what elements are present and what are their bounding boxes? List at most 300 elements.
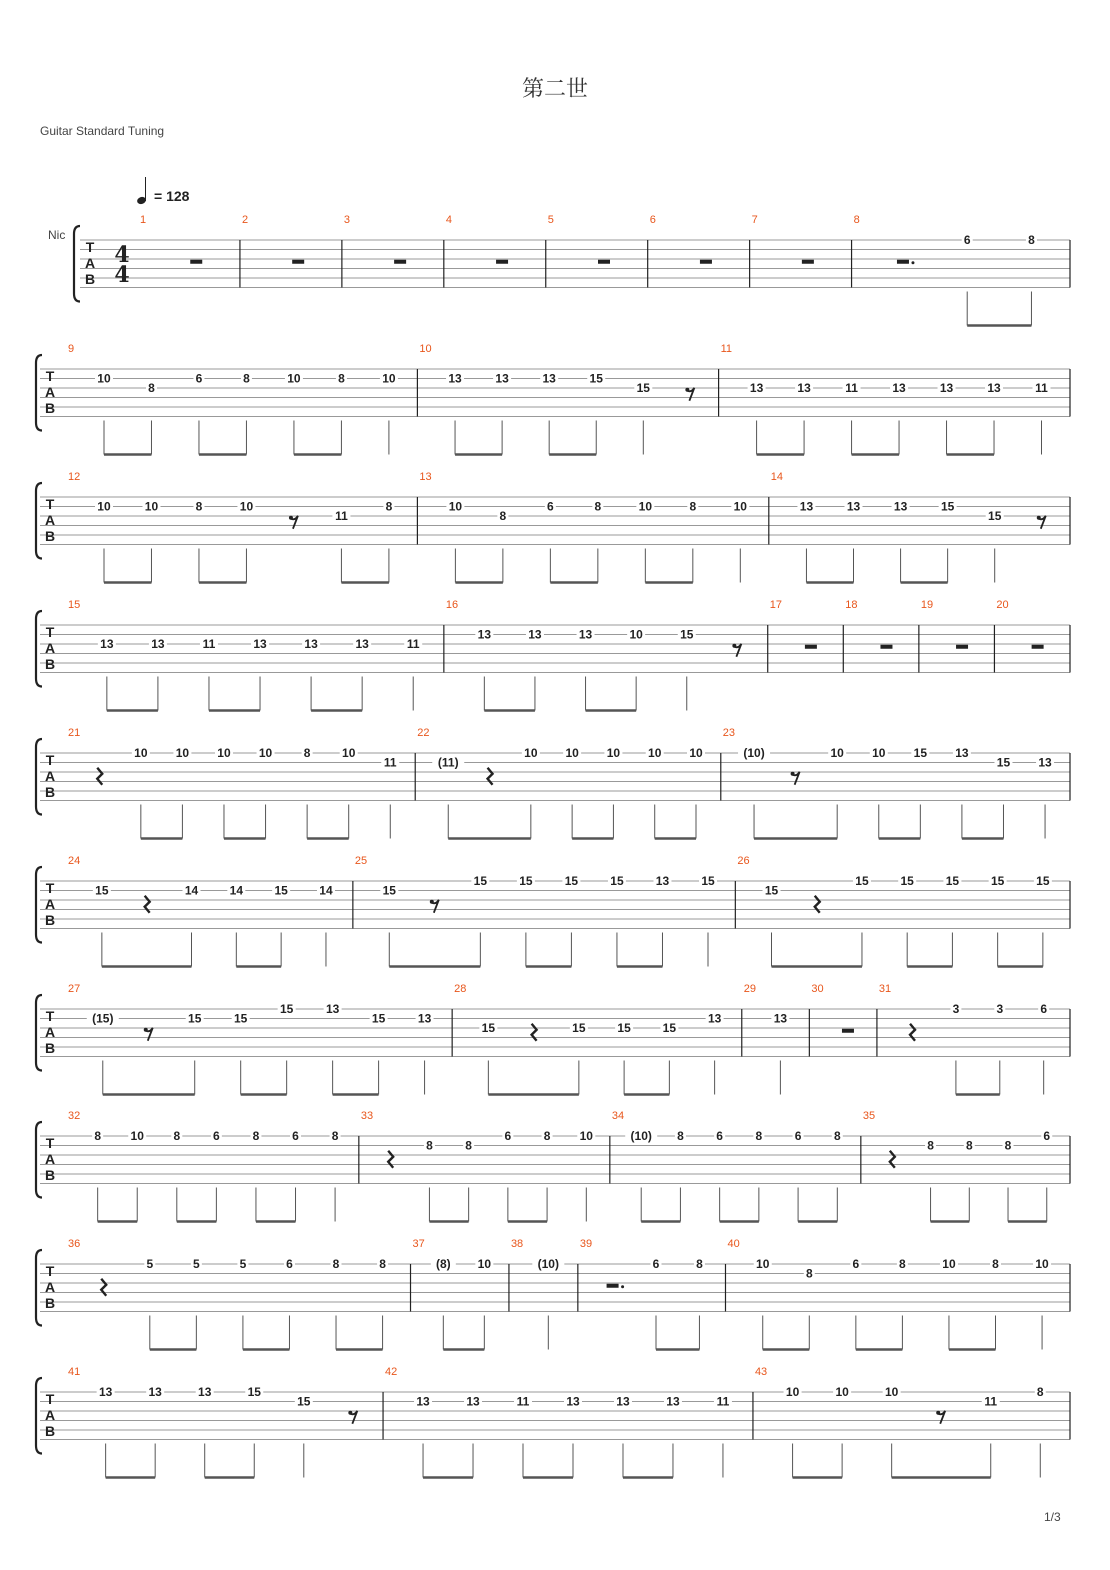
half-rest <box>842 1029 854 1033</box>
measure-number: 40 <box>727 1238 740 1250</box>
measure-number: 15 <box>68 599 81 611</box>
measure-number: 20 <box>996 599 1009 611</box>
fret-number: 10 <box>144 499 159 514</box>
fret-number: 8 <box>94 1129 102 1143</box>
fret-number: 13 <box>892 381 906 395</box>
fret-number: 6 <box>286 1257 293 1271</box>
measure <box>68 471 394 583</box>
fret-number: 11 <box>406 637 420 651</box>
fret-number: 10 <box>884 1385 899 1399</box>
quarter-rest <box>910 1024 915 1041</box>
half-rest <box>496 260 508 264</box>
fret-number: 13 <box>655 874 670 888</box>
fret-number: 8 <box>252 1129 260 1143</box>
measure <box>719 343 1051 455</box>
fret-number: 3 <box>952 1002 960 1016</box>
measure <box>721 727 1054 839</box>
fret-number: 11 <box>845 381 858 395</box>
measure-number: 5 <box>547 214 554 226</box>
measure-number: 41 <box>68 1366 81 1378</box>
fret-number: 13 <box>707 1011 722 1026</box>
fret-number: 10 <box>97 371 111 386</box>
measure <box>452 983 723 1095</box>
measure <box>411 1238 494 1350</box>
tab-system <box>36 1366 1070 1478</box>
tab-clef-letter: B <box>44 912 56 928</box>
half-rest <box>956 645 968 649</box>
tab-system <box>36 1110 1070 1222</box>
fret-number: 8 <box>338 371 345 386</box>
tab-system <box>36 343 1070 455</box>
measure <box>750 214 814 288</box>
fret-number: 10 <box>97 499 111 514</box>
fret-number: 13 <box>773 1011 788 1026</box>
fret-number: 8 <box>696 1257 703 1271</box>
fret-number: 13 <box>799 499 814 514</box>
tab-clef-letter: T <box>85 239 95 255</box>
measure <box>359 1110 595 1222</box>
fret-number: 8 <box>677 1129 684 1143</box>
fret-number: 10 <box>287 371 301 386</box>
half-rest <box>190 260 202 264</box>
fret-number: 8 <box>1036 1385 1044 1399</box>
fret-number: 13 <box>325 1002 340 1016</box>
fret-number: 15 <box>519 874 533 888</box>
fret-number: 8 <box>755 1129 763 1143</box>
measure <box>648 214 712 288</box>
fret-number: 10 <box>524 746 538 760</box>
fret-number: 15 <box>701 874 715 888</box>
fret-number: (10) <box>537 1257 559 1271</box>
measure-number: 28 <box>454 983 467 995</box>
fret-number: 10 <box>448 499 463 514</box>
tab-system <box>36 1238 1070 1350</box>
measure <box>610 1110 843 1222</box>
measure <box>417 343 694 455</box>
fret-number: 10 <box>785 1385 800 1399</box>
fret-number: 8 <box>927 1138 934 1153</box>
tab-clef-letter: B <box>44 1295 56 1311</box>
measure <box>994 599 1043 673</box>
fret-number: 15 <box>564 874 579 888</box>
tab-clef-letter: T <box>45 752 55 768</box>
tab-clef-letter: A <box>44 768 56 784</box>
fret-number: 13 <box>495 371 509 386</box>
rest-flag-dot <box>791 772 795 776</box>
measure <box>852 214 1037 326</box>
measure-number: 30 <box>811 983 824 995</box>
quarter-rest <box>97 768 102 785</box>
fret-number: 8 <box>965 1138 973 1153</box>
fret-number: 15 <box>900 874 914 888</box>
fret-number: 10 <box>477 1257 492 1271</box>
fret-number: 11 <box>202 637 216 651</box>
time-signature-bottom: 4 <box>114 262 130 288</box>
fret-number: (15) <box>92 1011 114 1026</box>
measure-number: 6 <box>649 214 656 226</box>
fret-number: (11) <box>437 755 459 770</box>
fret-number: 11 <box>984 1394 998 1409</box>
fret-number: 15 <box>371 1011 386 1026</box>
system-bracket <box>74 226 80 302</box>
tab-clef-letter: A <box>44 640 56 656</box>
fret-number: 13 <box>148 1385 162 1399</box>
fret-number: 10 <box>382 371 396 386</box>
measure <box>68 727 399 839</box>
rest-flag-dot <box>936 1411 940 1415</box>
score-title: 第二世 <box>521 77 588 102</box>
measure <box>68 983 434 1095</box>
measure <box>768 599 817 673</box>
measure-number: 18 <box>845 599 858 611</box>
system-bracket <box>36 867 42 943</box>
quarter-rest <box>890 1151 895 1168</box>
fret-number: 14 <box>184 883 199 898</box>
fret-number: 8 <box>899 1257 906 1271</box>
fret-number: 10 <box>258 746 273 760</box>
fret-number: 10 <box>733 499 747 514</box>
time-signature-top: 4 <box>114 242 130 268</box>
measure <box>843 599 892 673</box>
half-rest <box>394 260 406 264</box>
half-rest <box>1032 645 1044 649</box>
system-bracket <box>36 355 42 431</box>
measure-number: 3 <box>343 214 350 226</box>
tab-clef-letter: B <box>44 656 56 672</box>
fret-number: 13 <box>477 627 492 642</box>
fret-number: 13 <box>939 381 954 395</box>
fret-number: 14 <box>319 883 333 898</box>
rest-dot <box>621 1285 624 1288</box>
half-rest <box>607 1284 619 1288</box>
measure-number: 1 <box>140 214 147 226</box>
fret-number: 8 <box>332 1257 340 1271</box>
fret-number: 8 <box>385 499 393 514</box>
fret-number: (10) <box>743 746 765 760</box>
measure-number: 29 <box>743 983 757 995</box>
fret-number: 6 <box>213 1129 220 1143</box>
measure-number: 14 <box>770 471 784 483</box>
measure-number: 21 <box>68 727 81 739</box>
fret-number: 10 <box>175 746 190 760</box>
tab-clef-letter: A <box>44 1024 56 1040</box>
measure <box>68 855 335 967</box>
fret-number: 11 <box>716 1394 730 1409</box>
fret-number: 8 <box>992 1257 999 1271</box>
fret-number: 6 <box>794 1129 802 1143</box>
rest-flag-dot <box>685 388 689 392</box>
fret-number: 15 <box>382 883 396 898</box>
fret-number: 15 <box>1036 874 1050 888</box>
tab-clef-letter: T <box>45 1263 55 1279</box>
fret-number: 8 <box>543 1129 551 1143</box>
fret-number: 10 <box>342 746 356 760</box>
fret-number: 10 <box>606 746 621 760</box>
measure-number: 12 <box>68 471 81 483</box>
tab-clef-letter: T <box>45 496 55 512</box>
measure-number: 35 <box>862 1110 876 1122</box>
rest-dot <box>911 261 914 264</box>
fret-number: 15 <box>990 874 1005 888</box>
rest-flag-dot <box>348 1411 352 1415</box>
fret-number: 6 <box>652 1257 660 1271</box>
rest-flag-dot <box>289 516 293 520</box>
measure <box>725 1238 1051 1350</box>
fret-number: 10 <box>638 499 653 514</box>
fret-number: 8 <box>1028 233 1035 247</box>
fret-number: 10 <box>648 746 662 760</box>
fret-number: 10 <box>830 746 844 760</box>
fret-number: 6 <box>852 1257 860 1271</box>
measure-number: 43 <box>754 1366 768 1378</box>
measure <box>342 214 406 288</box>
measure-number: 24 <box>68 855 81 867</box>
fret-number: 15 <box>188 1011 202 1026</box>
fret-number: 11 <box>383 755 397 770</box>
measure-number: 42 <box>385 1366 398 1378</box>
fret-number: 8 <box>195 499 203 514</box>
fret-number: 6 <box>963 233 971 247</box>
measure-number: 16 <box>445 599 459 611</box>
measure-number: 26 <box>737 855 750 867</box>
fret-number: 13 <box>253 637 267 651</box>
tab-clef-letter: T <box>45 880 55 896</box>
fret-number: 10 <box>629 627 643 642</box>
measure-number: 17 <box>769 599 782 611</box>
tab-clef-letter: A <box>44 512 56 528</box>
measure <box>240 214 304 288</box>
system-bracket <box>36 483 42 559</box>
tab-system <box>48 214 1070 326</box>
fret-number: 6 <box>547 499 554 514</box>
tab-system <box>36 983 1070 1095</box>
instrument-name: Nic <box>48 228 66 242</box>
fret-number: 10 <box>1035 1257 1049 1271</box>
fret-number: 15 <box>662 1021 677 1035</box>
half-rest <box>598 260 610 264</box>
fret-number: 11 <box>335 509 348 523</box>
measure <box>444 214 508 288</box>
system-bracket <box>36 739 42 815</box>
fret-number: 13 <box>955 746 969 760</box>
measure <box>68 1366 357 1478</box>
fret-number: 10 <box>579 1129 593 1143</box>
tab-system <box>36 855 1070 967</box>
tab-clef-letter: A <box>44 1407 56 1423</box>
fret-number: 5 <box>146 1257 154 1271</box>
fret-number: 6 <box>716 1129 723 1143</box>
fret-number: 13 <box>578 627 593 642</box>
tab-clef-letter: T <box>45 368 55 384</box>
fret-number: 8 <box>1004 1138 1012 1153</box>
fret-number: 15 <box>95 883 109 898</box>
measure <box>68 1238 388 1350</box>
fret-number: 10 <box>872 746 886 760</box>
fret-number: 5 <box>193 1257 200 1271</box>
tab-clef-letter: A <box>44 384 56 400</box>
fret-number: 15 <box>572 1021 586 1035</box>
tab-clef-letter: B <box>44 528 56 544</box>
fret-number: 8 <box>379 1257 386 1271</box>
measure-number: 8 <box>853 214 860 226</box>
fret-number: 13 <box>151 637 165 651</box>
measure <box>735 855 1052 967</box>
fret-number: 8 <box>148 381 155 395</box>
measure-number: 39 <box>579 1238 593 1250</box>
measure <box>68 599 422 711</box>
fret-number: 13 <box>355 637 369 651</box>
fret-number: 13 <box>846 499 861 514</box>
fret-number: 13 <box>417 1011 432 1026</box>
fret-number: 15 <box>610 874 624 888</box>
fret-number: 10 <box>217 746 231 760</box>
fret-number: 11 <box>516 1394 530 1409</box>
fret-number: 15 <box>234 1011 248 1026</box>
fret-number: 15 <box>274 883 288 898</box>
measure <box>861 1110 1052 1222</box>
fret-number: 13 <box>1038 755 1052 770</box>
measure <box>809 983 854 1057</box>
measure <box>383 1366 732 1478</box>
fret-number: 3 <box>996 1002 1004 1016</box>
measure <box>353 855 717 967</box>
fret-number: 10 <box>134 746 148 760</box>
fret-number: 15 <box>297 1394 311 1409</box>
measure-number: 27 <box>68 983 81 995</box>
fret-number: 13 <box>98 1385 113 1399</box>
half-rest <box>292 260 304 264</box>
measure <box>769 471 1046 583</box>
half-rest <box>700 260 712 264</box>
tab-clef-letter: T <box>45 624 55 640</box>
fret-number: 13 <box>666 1394 680 1409</box>
half-rest <box>897 260 909 264</box>
measure <box>417 471 749 583</box>
measure-number: 19 <box>920 599 934 611</box>
measure-number: 25 <box>354 855 368 867</box>
system-bracket <box>36 611 42 687</box>
fret-number: 8 <box>331 1129 339 1143</box>
quarter-rest <box>488 768 493 785</box>
measure-number: 32 <box>68 1110 81 1122</box>
measure-number: 2 <box>241 214 249 226</box>
fret-number: 10 <box>689 746 703 760</box>
fret-number: 8 <box>594 499 602 514</box>
fret-number: 15 <box>481 1021 496 1035</box>
fret-number: 15 <box>945 874 960 888</box>
fret-number: 8 <box>805 1266 813 1281</box>
tab-clef-letter: T <box>45 1135 55 1151</box>
rest-flag-dot <box>732 644 736 648</box>
tab-system <box>36 727 1070 839</box>
measure <box>578 1238 705 1350</box>
fret-number: 10 <box>130 1129 144 1143</box>
measure-number: 38 <box>510 1238 524 1250</box>
measure-number: 13 <box>419 471 432 483</box>
fret-number: 13 <box>616 1394 630 1409</box>
measure <box>415 727 705 839</box>
measure-number: 10 <box>419 343 432 355</box>
fret-number: 8 <box>833 1129 841 1143</box>
fret-number: 8 <box>243 371 250 386</box>
measure-number: 36 <box>68 1238 81 1250</box>
fret-number: 15 <box>764 883 779 898</box>
quarter-rest <box>388 1151 393 1168</box>
fret-number: 13 <box>448 371 462 386</box>
fret-number: 13 <box>542 371 556 386</box>
fret-number: 14 <box>229 883 244 898</box>
fret-number: 6 <box>195 371 203 386</box>
system-bracket <box>36 1250 42 1326</box>
tab-clef-letter: A <box>44 1279 56 1295</box>
measure <box>919 599 968 673</box>
measure <box>68 343 398 455</box>
measure-number: 11 <box>720 343 733 355</box>
fret-number: 13 <box>797 381 811 395</box>
fret-number: 10 <box>756 1257 770 1271</box>
fret-number: 13 <box>893 499 908 514</box>
rest-flag-dot <box>1037 516 1041 520</box>
fret-number: 10 <box>565 746 579 760</box>
tuning-label: Guitar Standard Tuning <box>40 124 165 138</box>
page-number: 1/3 <box>1044 1510 1061 1524</box>
fret-number: (10) <box>630 1129 652 1143</box>
measure <box>742 983 790 1095</box>
fret-number: 15 <box>940 499 955 514</box>
tab-clef-letter: B <box>44 1423 56 1439</box>
fret-number: 13 <box>528 627 542 642</box>
rest-flag-dot <box>430 900 434 904</box>
measure-number: 4 <box>445 214 452 226</box>
fret-number: 15 <box>247 1385 261 1399</box>
system-bracket <box>36 995 42 1071</box>
measure <box>753 1366 1046 1478</box>
fret-number: 15 <box>988 509 1002 523</box>
fret-number: 10 <box>835 1385 849 1399</box>
quarter-rest <box>101 1279 106 1296</box>
tab-clef-letter: T <box>45 1008 55 1024</box>
fret-number: 8 <box>465 1138 472 1153</box>
fret-number: 15 <box>473 874 488 888</box>
measure-number: 31 <box>878 983 892 995</box>
tab-clef-letter: A <box>44 1151 56 1167</box>
measure <box>877 983 1049 1095</box>
tab-clef-letter: T <box>45 1391 55 1407</box>
tab-clef-letter: B <box>44 400 56 416</box>
quarter-rest <box>815 896 820 913</box>
tab-clef-letter: A <box>44 896 56 912</box>
fret-number: 13 <box>416 1394 430 1409</box>
fret-number: 13 <box>749 381 764 395</box>
rest-flag-dot <box>144 1028 148 1032</box>
fret-number: 10 <box>239 499 254 514</box>
fret-number: 6 <box>1040 1002 1048 1016</box>
measure-number: 9 <box>68 343 75 355</box>
fret-number: 6 <box>504 1129 512 1143</box>
tab-clef-letter: B <box>44 784 56 800</box>
fret-number: 15 <box>913 746 928 760</box>
measure-number: 23 <box>722 727 736 739</box>
measure <box>140 214 202 264</box>
fret-number: 8 <box>173 1129 181 1143</box>
fret-number: (8) <box>435 1257 451 1271</box>
fret-number: 13 <box>100 637 114 651</box>
fret-number: 15 <box>855 874 869 888</box>
fret-number: 6 <box>292 1129 299 1143</box>
measure <box>546 214 610 288</box>
fret-number: 8 <box>303 746 311 760</box>
measure-number: 34 <box>611 1110 625 1122</box>
